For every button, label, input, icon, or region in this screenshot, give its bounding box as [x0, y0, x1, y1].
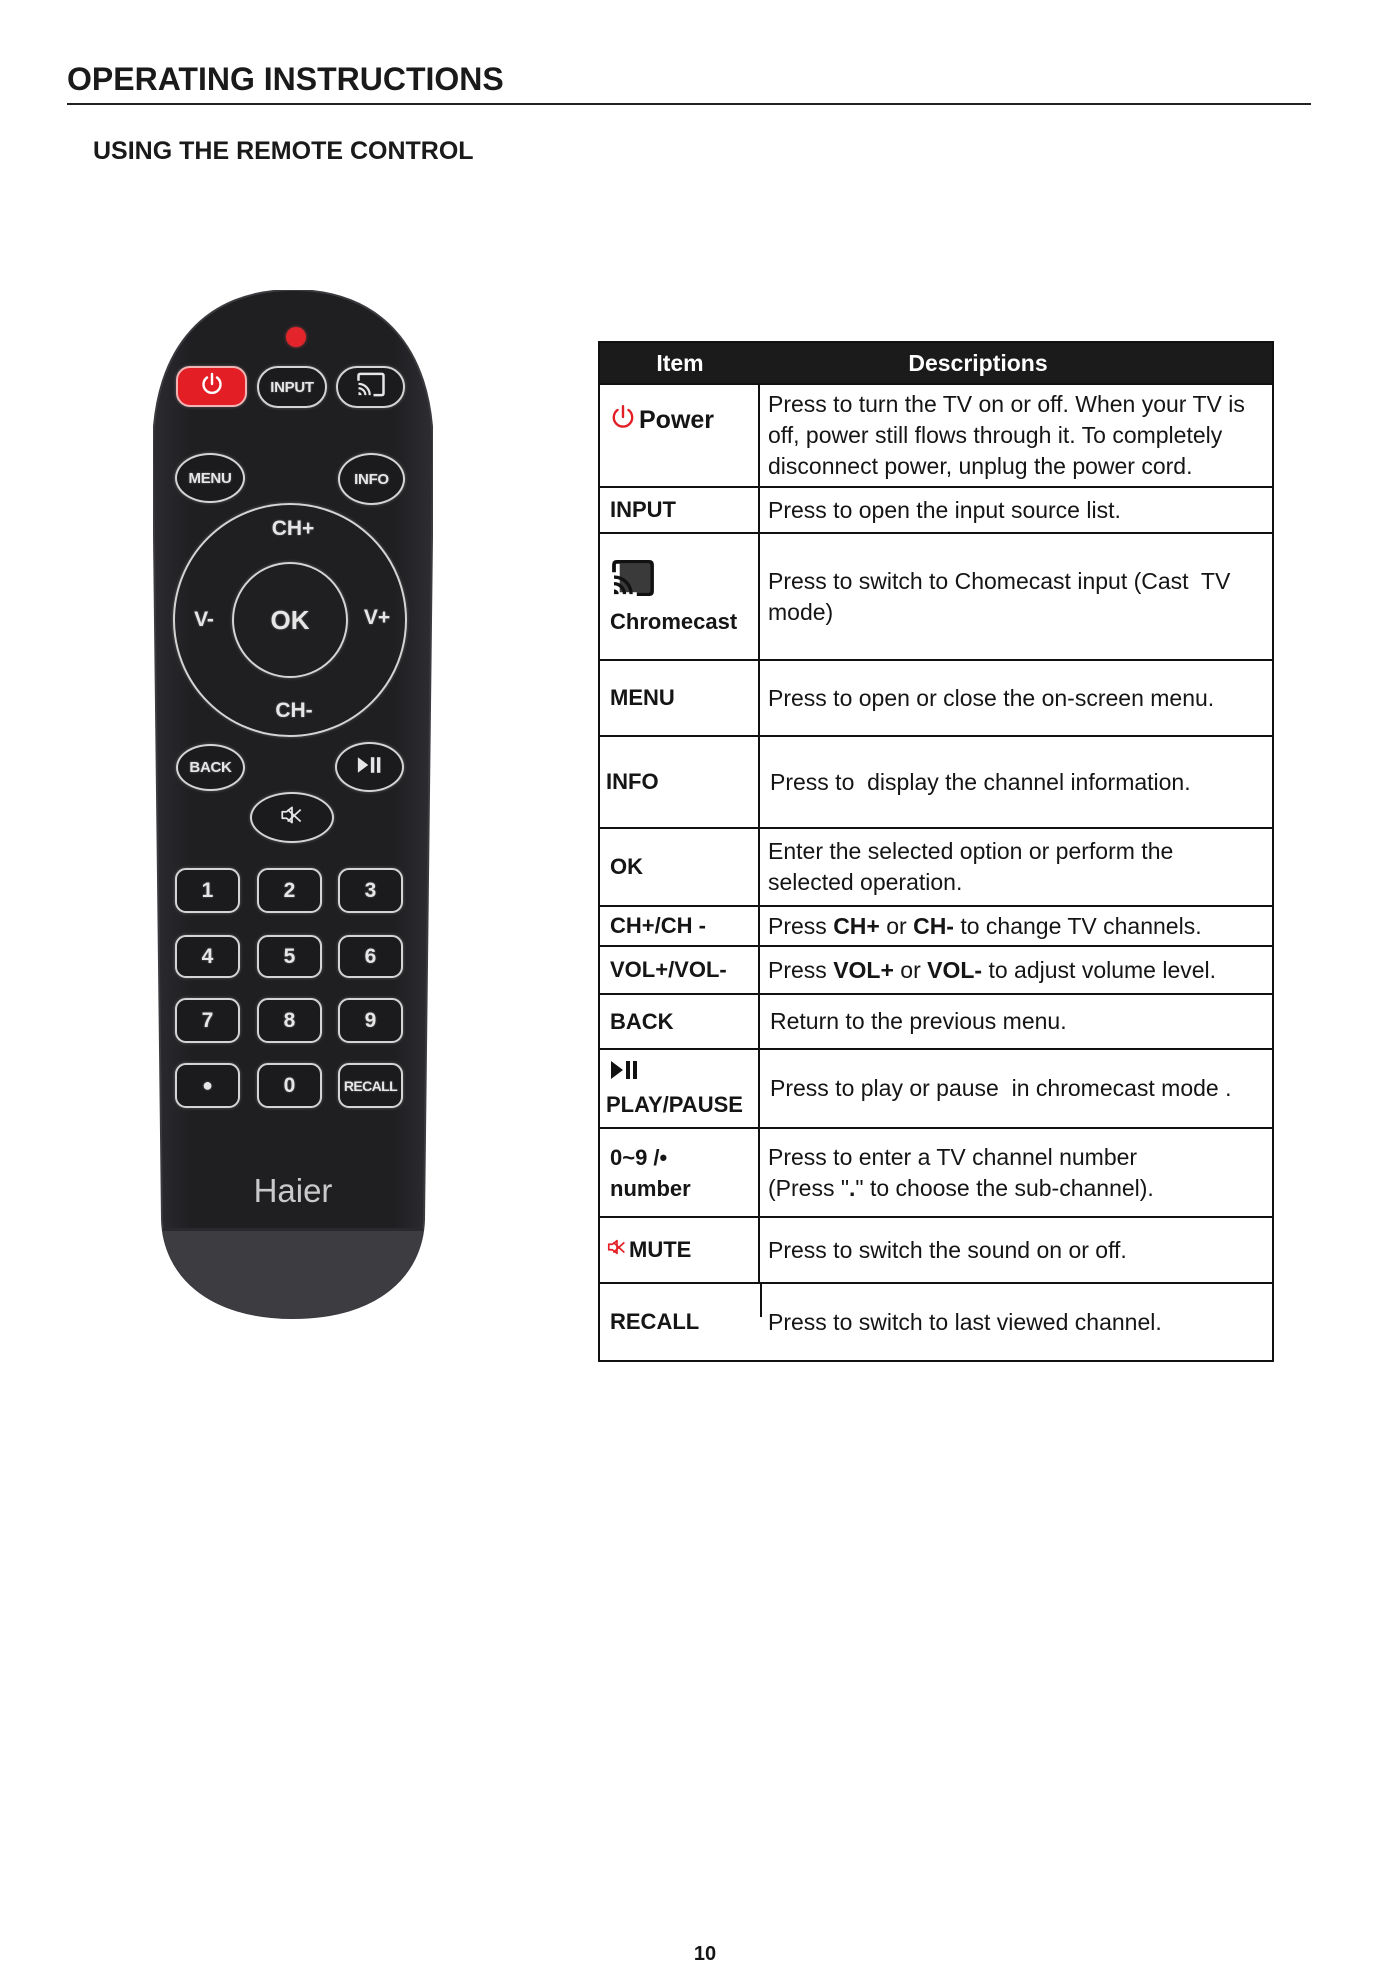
volume-up-button: V+: [363, 606, 391, 629]
indicator-light: [286, 327, 306, 347]
description-text: " to choose the sub-channel).: [855, 1174, 1154, 1201]
item-label: INFO: [606, 769, 659, 794]
description-text: or: [893, 956, 928, 983]
item-label: INPUT: [610, 497, 676, 522]
digit-5-button: 5: [257, 935, 322, 978]
power-icon: [610, 404, 636, 436]
play-pause-button: [335, 742, 404, 792]
channel-up-button: CH+: [271, 517, 315, 540]
section-subtitle: USING THE REMOTE CONTROL: [93, 137, 474, 165]
header-item: Item: [656, 349, 704, 376]
item-cell: [600, 488, 760, 532]
item-cell: [600, 1050, 760, 1127]
digit-3-button: 3: [338, 868, 403, 913]
back-button: BACK: [176, 744, 245, 791]
menu-button: MENU: [175, 453, 245, 503]
description-line: off, power still flows through it. To completely: [768, 422, 1223, 448]
table-row-info: [600, 735, 1272, 827]
item-cell: [600, 661, 760, 735]
description-cell: [760, 661, 1272, 735]
description-cell: [760, 385, 1272, 486]
header-descriptions: Descriptions: [908, 349, 1048, 376]
description-cell: [760, 829, 1272, 905]
power-button: [176, 366, 247, 407]
description-text: or: [879, 912, 914, 939]
item-cell: [600, 737, 760, 827]
page-title: OPERATING INSTRUCTIONS: [67, 61, 504, 97]
digit-7-button: 7: [175, 998, 240, 1043]
description-text: Press: [768, 956, 834, 983]
description-cell: [760, 534, 1272, 659]
description-line: Press to display the channel information.: [770, 768, 1191, 795]
item-cell: [600, 534, 760, 659]
description-line: Press to open or close the on-screen menu.: [768, 684, 1215, 711]
table-row-mute: [600, 1216, 1272, 1282]
item-cell: [600, 829, 760, 905]
remote-functions-table: [598, 341, 1274, 1362]
table-row-power: [600, 383, 1272, 486]
description-line: Press to open the input source list.: [768, 496, 1121, 523]
power-icon: [200, 372, 224, 401]
table-row-chromecast: [600, 532, 1272, 659]
description-cell: [760, 947, 1272, 993]
description-cell: [760, 1129, 1272, 1216]
description-line: Press to switch the sound on or off.: [768, 1236, 1127, 1263]
info-button: INFO: [338, 453, 405, 505]
ok-button: OK: [232, 562, 348, 678]
description-line: Press to play or pause in chromecast mode .: [770, 1075, 1232, 1101]
table-row-menu: [600, 659, 1272, 735]
page-number: 10: [693, 1943, 717, 1965]
description-line: Press to enter a TV channel number: [768, 1143, 1138, 1170]
digit-9-button: 9: [338, 998, 403, 1043]
item-label: PLAY/PAUSE: [606, 1091, 743, 1117]
volume-down-button: V-: [194, 608, 214, 631]
digit-0-button: 0: [257, 1063, 322, 1108]
description-line: mode): [768, 598, 834, 625]
table-row-ok: [600, 827, 1272, 905]
brand-logo: Haier: [253, 1172, 333, 1209]
input-button: INPUT: [257, 366, 327, 408]
item-label: 0~9 /•: [610, 1144, 668, 1170]
cast-button: [336, 366, 405, 408]
item-cell: [600, 1218, 760, 1282]
table-row-number: [600, 1127, 1272, 1216]
table-row-volume: [600, 945, 1272, 993]
mute-button: [250, 792, 334, 843]
description-line: [768, 955, 1272, 986]
item-label: number: [610, 1175, 691, 1201]
description-line: Press to switch to last viewed channel.: [768, 1308, 1162, 1335]
cast-icon: [610, 559, 758, 603]
description-line: disconnect power, unplug the power cord.: [768, 453, 1193, 479]
dot-button: ●: [175, 1063, 240, 1108]
recall-button: RECALL: [338, 1063, 403, 1108]
description-cell: [760, 907, 1272, 945]
description-text: Press: [768, 912, 834, 939]
item-label: Chromecast: [610, 608, 738, 634]
table-header-row: [600, 343, 1272, 383]
item-cell: [600, 907, 760, 945]
item-label: RECALL: [610, 1309, 700, 1334]
item-label: BACK: [610, 1008, 674, 1034]
item-label: MENU: [610, 685, 675, 710]
item-label: MUTE: [629, 1237, 692, 1262]
description-keyword: CH+: [833, 912, 880, 939]
play-pause-icon: [606, 1060, 758, 1086]
item-cell: [600, 995, 760, 1048]
item-cell: [600, 947, 760, 993]
description-line: Press to turn the TV on or off. When your TV is: [768, 391, 1245, 417]
description-line: Press to switch to Chomecast input (Cast TV: [768, 567, 1231, 594]
digit-4-button: 4: [175, 935, 240, 978]
table-row-back: [600, 993, 1272, 1048]
description-line: selected operation.: [768, 869, 963, 895]
remote-control-illustration: [153, 290, 433, 1320]
description-cell: [760, 995, 1272, 1048]
digit-1-button: 1: [175, 868, 240, 913]
description-keyword: VOL+: [833, 956, 894, 983]
description-line: [768, 911, 1272, 942]
digit-8-button: 8: [257, 998, 322, 1043]
item-label: Power: [639, 406, 715, 434]
item-cell: [600, 1284, 760, 1360]
description-cell: [760, 1218, 1272, 1282]
description-text: to adjust volume level.: [982, 956, 1217, 983]
description-cell: [760, 1050, 1272, 1127]
title-divider: [67, 103, 1311, 105]
description-keyword: CH-: [913, 912, 954, 939]
description-keyword: VOL-: [927, 956, 983, 983]
item-label: VOL+/VOL-: [610, 957, 727, 982]
table-row-play-pause: [600, 1048, 1272, 1127]
mute-icon: [606, 1236, 628, 1264]
table-row-channel: [600, 905, 1272, 945]
table-row-input: [600, 486, 1272, 532]
digit-2-button: 2: [257, 868, 322, 913]
play-pause-icon: [357, 756, 383, 779]
description-line: Enter the selected option or perform the: [768, 838, 1174, 864]
item-label: CH+/CH -: [610, 913, 706, 938]
description-line: Return to the previous menu.: [770, 1008, 1067, 1034]
description-keyword: .: [849, 1174, 856, 1201]
description-text: to change TV channels.: [953, 912, 1202, 939]
item-cell: [600, 1129, 760, 1216]
mute-icon: [278, 802, 306, 833]
description-text: (Press ": [768, 1174, 850, 1201]
item-label: OK: [610, 854, 643, 879]
description-cell: [760, 737, 1272, 827]
description-cell: [760, 1284, 1272, 1360]
cast-icon: [356, 372, 386, 402]
item-cell: [600, 385, 760, 486]
description-cell: [760, 488, 1272, 532]
channel-down-button: CH-: [275, 699, 313, 722]
digit-6-button: 6: [338, 935, 403, 978]
description-line: [768, 1173, 1272, 1204]
table-row-recall: [600, 1282, 1272, 1360]
